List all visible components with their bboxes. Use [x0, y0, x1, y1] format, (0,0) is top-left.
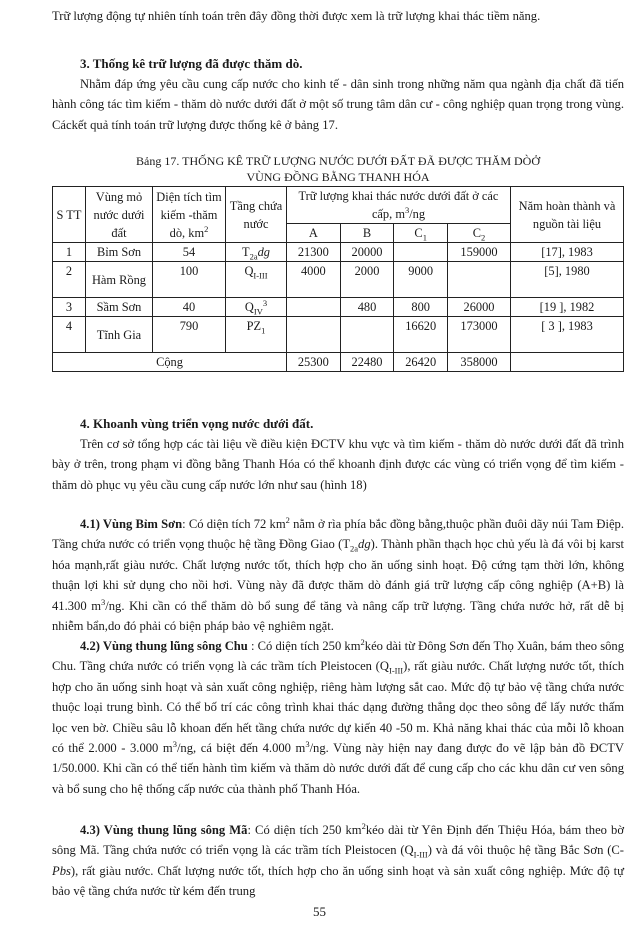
- cell-c1: [394, 243, 448, 262]
- header-year-source: Năm hoàn thành và nguồn tài liệu: [511, 187, 624, 243]
- cell-b: 20000: [340, 243, 394, 262]
- cell-a: [287, 298, 341, 317]
- header-level-b: B: [340, 224, 394, 243]
- page-number: 55: [313, 904, 326, 919]
- table-row: [53, 243, 624, 262]
- reserves-table: [52, 186, 624, 372]
- cell-total-a: 25300: [287, 353, 341, 372]
- cell-total-b: 22480: [340, 353, 394, 372]
- table-total-row: [53, 353, 624, 372]
- cell-area: 40: [153, 298, 226, 317]
- cell-c2: 159000: [448, 243, 511, 262]
- intro-paragraph: Trữ lượng động tự nhiên tính toán trên đây đồng thời được xem là trữ lượng khai thác tiềm năng.: [52, 9, 541, 23]
- cell-c2: 26000: [448, 298, 511, 317]
- section-4-heading: 4. Khoanh vùng triển vọng nước dưới đất.: [80, 416, 314, 431]
- cell-c1: 9000: [394, 262, 448, 298]
- cell-area: 54: [153, 243, 226, 262]
- cell-b: [340, 317, 394, 353]
- cell-area: 790: [153, 317, 226, 353]
- cell-stt: 1: [53, 243, 86, 262]
- header-level-c1: $C_1$: [394, 224, 448, 243]
- cell-a: 4000: [287, 262, 341, 298]
- cell-aquifer: $Q_{I-III}$: [226, 262, 287, 298]
- section-3-heading: 3. Thống kê trữ lượng đã được thăm dò.: [80, 56, 303, 71]
- header-level-c2: $C_2$: [448, 224, 511, 243]
- cell-source: [19 ], 1982: [511, 298, 624, 317]
- table-caption: Bảng 17. THỐNG KÊ TRỮ LƯỢNG NƯỚC DƯỚI ĐẤT ĐÃ ĐƯỢC THĂM DÒỞ: [136, 154, 540, 168]
- cell-c2: 173000: [448, 317, 511, 353]
- cell-b: 480: [340, 298, 394, 317]
- cell-a: 21300: [287, 243, 341, 262]
- cell-region: Bỉm Sơn: [86, 243, 153, 262]
- cell-c2: [448, 262, 511, 298]
- cell-area: 100: [153, 262, 226, 298]
- cell-aquifer: $PZ_1$: [226, 317, 287, 353]
- table-row: [53, 298, 624, 317]
- cell-total-c1: 26420: [394, 353, 448, 372]
- cell-source: [17], 1983: [511, 243, 624, 262]
- cell-region: Sầm Sơn: [86, 298, 153, 317]
- cell-stt: 3: [53, 298, 86, 317]
- header-aquifer: Tầng chứa nước: [226, 187, 287, 243]
- table-caption-sub: VÙNG ĐỒNG BẰNG THANH HÓA: [246, 170, 430, 184]
- cell-aquifer: $Q_{IV}^3$: [226, 298, 287, 317]
- header-reserves: Trữ lượng khai thác nước dưới đất ở các cấp, $m^3/ng$: [287, 187, 511, 224]
- section-3-body: Nhằm đáp ứng yêu cầu cung cấp nước cho kinh tế - dân sinh trong những năm qua ngành địa chất đã tiến hành công tác tìm kiếm - thăm dò nước dưới đất ở một số trung tâm dân cư - công nghiệp quan trọng trong vùng. Cáckết quả tính toán trữ lượng được thống kê ở bảng 17.: [52, 77, 624, 132]
- section-4-1-paragraph: 4.1) Vùng Bỉm Sơn: Có diện tích 72 $km^2$ nằm ở rìa phía bắc đồng bằng,thuộc phần đuôi dãy núi Tam Điệp. Tầng chứa nước có triển vọng thuộc hệ tầng Đồng Giao $(T_{2a}dg)$. Thành phần thạch học chủ yếu là đá vôi bị karst hóa mạnh,rất giàu nước. Chất lượng nước tốt, thích hợp cho ăn uống sinh hoạt. Độ cứng tạm thời lớn, không thuận lợi khi sử dụng cho nồi hơi. Vùng này đã được thăm dò đánh giá trữ lượng cấp công nghiệp (A+B) là 41.300 $m^3/ng$. Khi cần có thể thăm dò bổ sung để tăng và nâng cấp trữ lượng. Tầng chứa nước hở, rất dễ bị nhiễm bẩn,do đó phải có biện pháp bảo vệ nghiêm ngặt.: [52, 514, 625, 634]
- section-4-2-paragraph: 4.2) Vùng thung lũng sông Chu : Có diện tích 250 $km^2kéo$ dài từ Đông Sơn đến Thọ Xuân, bám theo sông Chu. Tầng chứa nước có triển vọng là các trầm tích Pleistocen $(Q_{I-III})$, rất giàu nước. Chất lượng nước tốt, thích hợp cho ăn uống sinh hoạt và sản xuất công nghiệp, riêng hàm lượng sắt cao. Mức độ tự bảo vệ tầng chứa nước thuộc loại trung bình. Có thể bố trí các công trình khai thác dạng đường thẳng dọc theo sông để lấy nước thấm lọc ven bờ. Chiều sâu lỗ khoan đến hết tầng chứa nước dự kiến 40 -50 m. Khả năng khai thác của mỗi lỗ khoan có thể 2.000 - 3.000 $m^3/ng$, cá biệt đến 4.000 $m^3/ng$. Vùng này hiện nay đang được đo vẽ lập bản đồ ĐCTV 1/50.000. Khi cần có thể tiến hành tìm kiếm và thăm dò nước dưới đất để cung cấp cho các khu dân cư ven sông và bổ sung cho hệ thống cấp nước của thành phố Thanh Hóa.: [52, 636, 625, 796]
- cell-source: [ 3 ], 1983: [511, 317, 624, 353]
- cell-source: [5], 1980: [511, 262, 624, 298]
- header-area: Diện tích tìm kiếm -thăm dò, $km^2$: [153, 187, 226, 243]
- header-stt: S TT: [53, 187, 86, 243]
- cell-total-label: Cộng: [53, 353, 287, 372]
- cell-region: Tĩnh Gia: [86, 317, 153, 353]
- section-4-body: Trên cơ sở tổng hợp các tài liệu về điều kiện ĐCTV khu vực và tìm kiếm - thăm dò nước dưới đất đã trình bày ở trên, trong phạm vi đồng bằng Thanh Hóa có thể khoanh định được các vùng có triển vọng để tìm kiếm - thăm dò phục vụ yêu cầu cung cấp nước lớn như sau (hình 18): [52, 437, 624, 492]
- cell-region: Hàm Rồng: [86, 262, 153, 298]
- header-level-a: A: [287, 224, 341, 243]
- table-row: [53, 317, 624, 353]
- cell-stt: 4: [53, 317, 86, 353]
- cell-c1: 800: [394, 298, 448, 317]
- cell-total-c2: 358000: [448, 353, 511, 372]
- cell-b: 2000: [340, 262, 394, 298]
- cell-aquifer: $T_{2a}dg$: [226, 243, 287, 262]
- cell-a: [287, 317, 341, 353]
- section-4-3-paragraph: 4.3) Vùng thung lũng sông Mã: Có diện tích 250 $km^2kéo$ dài từ Yên Định đến Thiệu Hóa, bám theo bờ sông Mã. Tầng chứa nước có triển vọng là các trầm tích Pleistocen $(Q_{I-III})$ và đá vôi thuộc hệ tầng Bắc Sơn (C-Pbs), rất giàu nước. Chất lượng nước tốt, thích hợp cho ăn uống sinh hoạt và sản xuất công nghiệp. Mức độ tự bảo vệ tầng chứa nước từ kém đến trung: [52, 820, 624, 899]
- cell-stt: 2: [53, 262, 86, 298]
- cell-c1: 16620: [394, 317, 448, 353]
- table-row: [53, 262, 624, 298]
- header-region: Vùng mỏ nước dưới đất: [86, 187, 153, 243]
- cell-total-empty: [511, 353, 624, 372]
